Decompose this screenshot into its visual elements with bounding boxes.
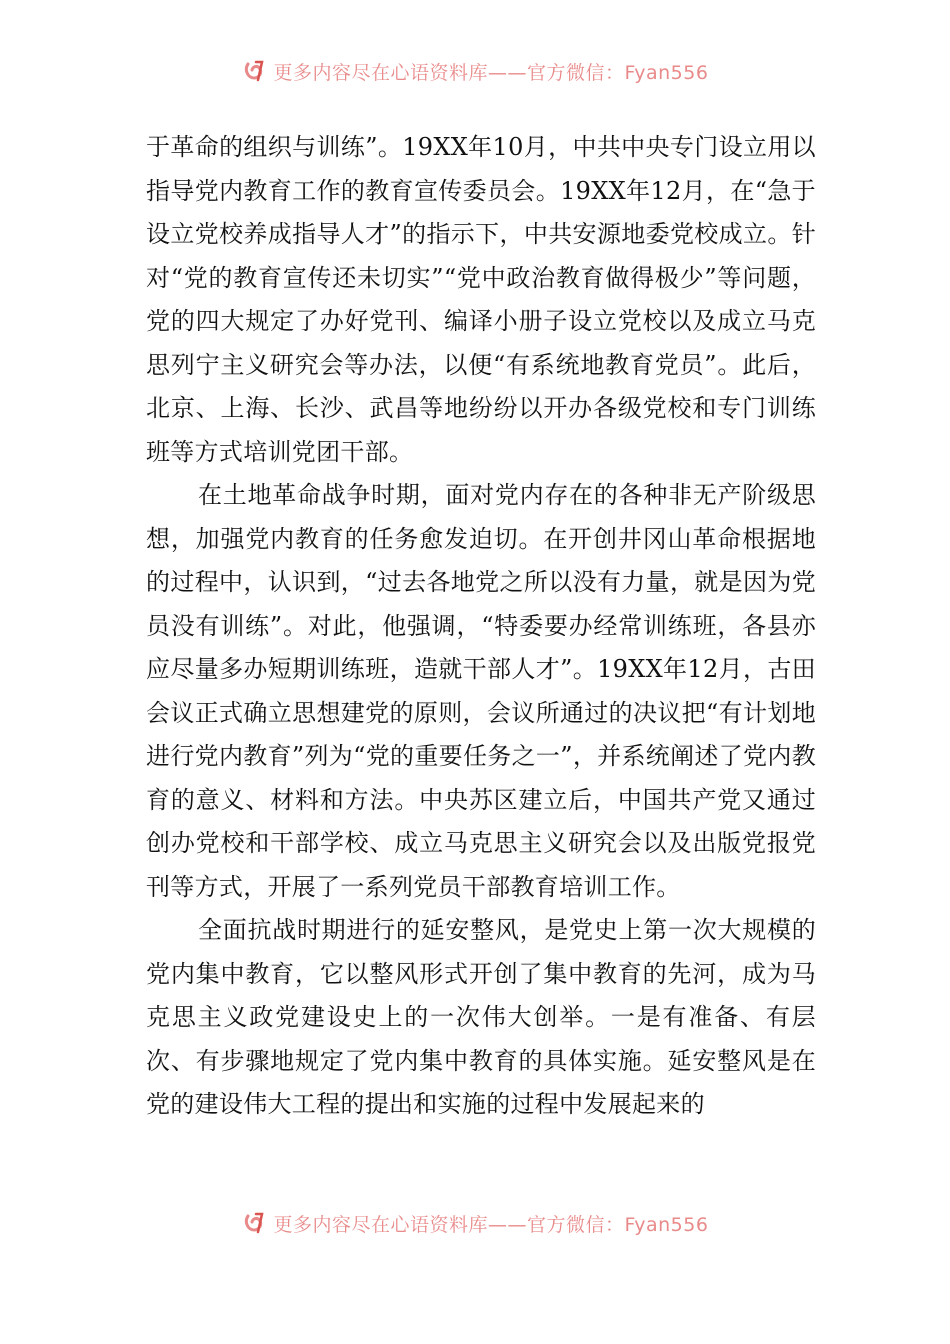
paragraph-1: 于革命的组织与训练”。19XX年10月，中共中央专门设立用以指导党内教育工作的教育宣传委员会。19XX年12月，在“急于设立党校养成指导人才”的指示下，中共安源地委党校成立。针对“党的教育宣传还未切实”“党中政治教育做得极少”等问题，党的四大规定了办好党刊、编译小册子设立党校以及成立马克思列宁主义研究会等办法，以便“有系统地教育党员”。此后，北京、上海、长沙、武昌等地纷纷以开办各级党校和专门训练班等方式培训党团干部。 (146, 133, 816, 466)
document-body (146, 126, 816, 1127)
brand-logo-icon (242, 58, 268, 84)
footer-watermark (0, 1208, 950, 1238)
paragraph-2: 在土地革命战争时期，面对党内存在的各种非无产阶级思想，加强党内教育的任务愈发迫切。在开创井冈山革命根据地的过程中，认识到，“过去各地党之所以没有力量，就是因为党员没有训练”。对此，他强调，“特委要办经常训练班，各县亦应尽量多办短期训练班，造就干部人才”。19XX年12月，古田会议正式确立思想建党的原则，会议所通过的决议把“有计划地进行党内教育”列为“党的重要任务之一”，并系统阐述了党内教育的意义、材料和方法。中央苏区建立后，中国共产党又通过创办党校和干部学校、成立马克思主义研究会以及出版党报党刊等方式，开展了一系列党员干部教育培训工作。 (146, 481, 816, 901)
header-watermark (0, 56, 950, 86)
paragraph-3: 全面抗战时期进行的延安整风，是党史上第一次大规模的党内集中教育，它以整风形式开创了集中教育的先河，成为马克思主义政党建设史上的一次伟大创举。一是有准备、有层次、有步骤地规定了党内集中教育的具体实施。延安整风是在党的建设伟大工程的提出和实施的过程中发展起来的 (146, 916, 816, 1118)
watermark-text: 更多内容尽在心语资料库——官方微信：Fyan556 (273, 61, 709, 84)
brand-logo-icon (242, 1210, 268, 1236)
watermark-text: 更多内容尽在心语资料库——官方微信：Fyan556 (273, 1213, 709, 1236)
